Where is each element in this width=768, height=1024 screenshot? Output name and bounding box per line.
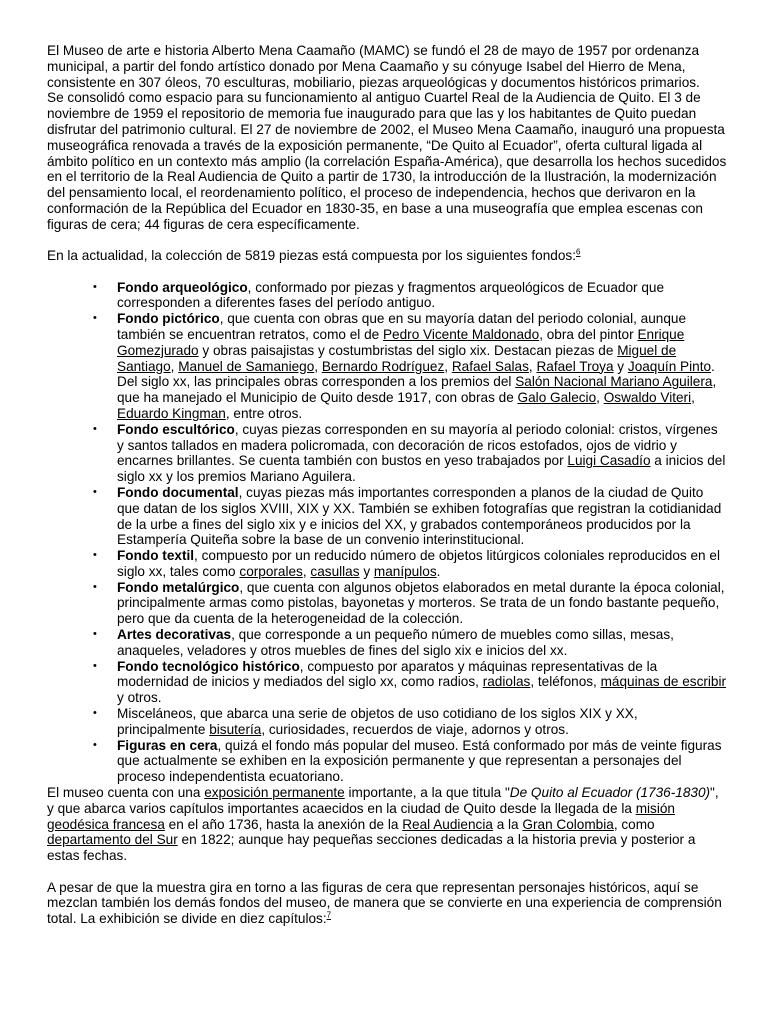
link-oswaldo-viteri[interactable]: Oswaldo Viteri bbox=[603, 390, 692, 406]
bullet-icon: • bbox=[93, 659, 97, 672]
link-salon-nacional-mariano-aguilera[interactable]: Salón Nacional Mariano Aguilera bbox=[515, 374, 713, 390]
fondo-title: Fondo documental bbox=[117, 484, 239, 500]
fondo-text: y obras paisajistas y costumbristas del siglo xix. Destacan piezas de bbox=[198, 342, 618, 358]
fondo-text: , bbox=[596, 390, 604, 406]
list-item-fondo-arqueologico bbox=[47, 280, 727, 312]
link-miguel-de-santiago[interactable]: Miguel de Santiago bbox=[117, 342, 677, 374]
fondo-text: y bbox=[613, 358, 628, 374]
paragraph-text: , como bbox=[613, 816, 655, 832]
fondo-text: , conformado por piezas y fragmentos arqueológicos de Ecuador que corresponden a diferentes fases del período antiguo. bbox=[117, 279, 665, 311]
paragraph-text: en 1822; aunque hay pequeñas secciones dedicadas a la historia previa y posterior a estas fechas. bbox=[47, 832, 696, 864]
list-item-fondo-tecnologico bbox=[47, 659, 727, 706]
fondo-title: Fondo tecnológico histórico bbox=[117, 658, 300, 674]
link-corporales[interactable]: corporales bbox=[239, 563, 303, 579]
fondo-text: , quizá el fondo más popular del museo. Está conformado por más de veinte figuras que actualmente se exhiben en la exposición permanente y que representan a personajes del proceso independentista ecuatoriano. bbox=[117, 737, 722, 785]
bullet-icon: • bbox=[93, 549, 97, 562]
link-joaquin-pinto[interactable]: Joaquín Pinto bbox=[627, 358, 712, 374]
link-mision-geodesica-francesa[interactable]: misión geodésica francesa bbox=[47, 800, 675, 832]
fondo-title: Fondo arqueológico bbox=[117, 279, 248, 295]
fondo-text: , bbox=[170, 358, 179, 374]
fondo-text: , obra del pintor bbox=[539, 326, 638, 342]
fondo-text: , entre otros. bbox=[225, 405, 303, 421]
link-casullas[interactable]: casullas bbox=[310, 563, 360, 579]
bullet-icon: • bbox=[93, 628, 97, 641]
exhibition-title: De Quito al Ecuador (1736-1830) bbox=[509, 785, 711, 801]
link-bernardo-rodriguez[interactable]: Bernardo Rodríguez bbox=[321, 358, 445, 374]
link-gran-colombia[interactable]: Gran Colombia bbox=[522, 816, 614, 832]
list-item-figuras-en-cera bbox=[47, 738, 727, 785]
fondo-text: , teléfonos, bbox=[530, 674, 601, 690]
fondo-text: y otros. bbox=[117, 690, 162, 706]
fondo-title: Fondo pictórico bbox=[117, 311, 220, 327]
fondo-text: , bbox=[444, 358, 452, 374]
fondo-text: , bbox=[691, 390, 695, 406]
fondo-text: , bbox=[528, 358, 537, 374]
intro-paragraph-1: El Museo de arte e historia Alberto Mena Caamaño (MAMC) se fundó el 28 de mayo de 1957 por ordenanza municipal, a partir del fondo artístico donado por Mena Caamaño y su cónyuge Isabel del Hierro de Mena, consistente en 307 óleos, 70 esculturas, mobiliario, piezas arqueológicas y documentos históricos primarios. bbox=[47, 43, 700, 90]
link-enrique-gomezjurado[interactable]: Enrique Gomezjurado bbox=[117, 326, 685, 358]
fondo-text: , bbox=[302, 563, 311, 579]
bullet-icon: • bbox=[93, 738, 97, 751]
fondo-title: Figuras en cera bbox=[117, 737, 218, 753]
fondo-text: , cuyas piezas corresponden en su mayoría al periodo colonial: cristos, vírgenes y santos tallados en madera policromada, con decoración de ricos estofados, ojos de vidrio y encarnes brillantes. Se cuenta también con bustos en yeso trabajados por bbox=[117, 421, 718, 469]
paragraph-text: en el año 1736, hasta la anexión de la bbox=[164, 816, 403, 832]
fondo-text: . Del siglo xx, las principales obras corresponden a los premios del bbox=[117, 358, 715, 390]
fondo-text: , que corresponde a un pequeño número de muebles como sillas, mesas, anaqueles, veladores y otros muebles de fines del siglo xix e inicios del xx. bbox=[117, 627, 674, 658]
article-body bbox=[47, 43, 727, 927]
list-item-artes-decorativas bbox=[47, 627, 727, 659]
bullet-icon: • bbox=[93, 580, 97, 593]
exhibition-paragraph bbox=[47, 785, 727, 864]
bullet-icon: • bbox=[93, 485, 97, 498]
link-pedro-vicente-maldonado[interactable]: Pedro Vicente Maldonado bbox=[382, 326, 540, 342]
bullet-icon: • bbox=[93, 707, 97, 720]
fondo-text: Misceláneos, que abarca una serie de objetos de uso cotidiano de los siglos XIX y XX, principalmente bbox=[117, 706, 638, 737]
link-departamento-del-sur[interactable]: departamento del Sur bbox=[47, 832, 178, 848]
fondo-title: Fondo textil bbox=[117, 548, 195, 564]
footnote-ref-7[interactable]: 7 bbox=[326, 910, 332, 920]
footnote-ref-6[interactable]: 6 bbox=[575, 247, 581, 257]
fondo-text: , cuyas piezas más importantes corresponden a planos de la ciudad de Quito que datan de los siglos XVIII, XIX y XX. También se exhiben fotografías que registran la cotidianidad de la urbe a fines del siglo xix y e inicios del XX, y grabados contemporáneos producidos por la Estampería Quiteña sobre la base de un convenio interinstitucional. bbox=[117, 484, 722, 548]
fondos-list bbox=[47, 280, 727, 786]
paragraph-text: A pesar de que la muestra gira en torno a las figuras de cera que representan personajes históricos, aquí se mezclan también los demás fondos del museo, de manera que se convierte en una experiencia de comprensión total. La exhibición se divide en diez capítulos: bbox=[47, 879, 722, 927]
fondo-text: , compuesto por un reducido número de objetos litúrgicos coloniales reproducidos en el siglo xx, tales como bbox=[117, 548, 720, 579]
link-maquinas-de-escribir[interactable]: máquinas de escribir bbox=[600, 674, 727, 690]
fondo-text: , curiosidades, recuerdos de viaje, adornos y otros. bbox=[261, 721, 569, 737]
list-item-fondo-escultorico bbox=[47, 422, 727, 485]
collection-text: En la actualidad, la colección de 5819 piezas está compuesta por los siguientes fondos: bbox=[47, 248, 576, 264]
list-item-fondo-metalurgico bbox=[47, 580, 727, 627]
link-real-audiencia[interactable]: Real Audiencia bbox=[402, 816, 493, 832]
link-manuel-de-samaniego[interactable]: Manuel de Samaniego bbox=[178, 358, 315, 374]
link-radiolas[interactable]: radiolas bbox=[482, 674, 531, 690]
fondo-text: , que ha manejado el Municipio de Quito desde 1917, con obras de bbox=[117, 374, 717, 406]
link-bisuteria[interactable]: bisutería bbox=[209, 721, 262, 737]
paragraph-text: importante, a la que titula " bbox=[344, 785, 510, 801]
link-rafael-salas[interactable]: Rafael Salas bbox=[451, 358, 529, 374]
list-item-fondo-textil bbox=[47, 548, 727, 580]
link-exposicion-permanente[interactable]: exposición permanente bbox=[204, 785, 345, 801]
list-item-fondo-documental bbox=[47, 485, 727, 548]
chapters-paragraph bbox=[47, 880, 727, 927]
collection-paragraph bbox=[47, 248, 727, 264]
fondo-text: y bbox=[359, 563, 374, 579]
link-galo-galecio[interactable]: Galo Galecio bbox=[517, 390, 597, 406]
fondo-text: , bbox=[314, 358, 322, 374]
list-item-miscelaneos bbox=[47, 706, 727, 738]
paragraph-text: a la bbox=[492, 816, 523, 832]
fondo-text: . bbox=[436, 563, 441, 579]
bullet-icon: • bbox=[93, 312, 97, 325]
fondo-title: Fondo escultórico bbox=[117, 421, 235, 437]
link-luigi-casadio[interactable]: Luigi Casadío bbox=[567, 453, 651, 469]
paragraph-text: El museo cuenta con una bbox=[47, 785, 205, 801]
fondo-text: , que cuenta con obras que en su mayoría datan del periodo colonial, aunque también se encuentran retratos, como el de bbox=[117, 311, 686, 342]
list-item-fondo-pictorico bbox=[47, 311, 727, 422]
link-rafael-troya[interactable]: Rafael Troya bbox=[536, 358, 614, 374]
intro-paragraph-2: Se consolidó como espacio para su funcionamiento al antiguo Cuartel Real de la Audiencia de Quito. El 3 de noviembre de 1959 el repositorio de memoria fue inaugurado para que las y los habitantes de Quito puedan disfrutar del patrimonio cultural. El 27 de noviembre de 2002, el Museo Mena Caamaño, inauguró una propuesta museográfica renovada a través de la exposición permanente, “De Quito al Ecuador”, oferta cultural ligada al ámbito político en un contexto más amplio (la correlación España-América), que desarrolla los hechos sucedidos en el territorio de la Real Audiencia de Quito a partir de 1730, la introducción de la Ilustración, la modernización del pensamiento local, el reordenamiento político, el proceso de independencia, hechos que derivaron en la conformación de la República del Ecuador en 1830-35, en base a una museografía que emplea escenas con figuras de cera; 44 figuras de cera específicamente. bbox=[47, 90, 727, 232]
link-manipulos[interactable]: manípulos bbox=[373, 563, 437, 579]
fondo-text: , compuesto por aparatos y máquinas representativas de la modernidad de inicios y mediados del siglo xx, como radios, bbox=[117, 658, 658, 690]
paragraph-text: ", y que abarca varios capítulos importantes acaecidos en la ciudad de Quito desde la llegada de la bbox=[47, 785, 719, 816]
link-eduardo-kingman[interactable]: Eduardo Kingman bbox=[117, 405, 226, 421]
fondo-text: , que cuenta con algunos objetos elaborados en metal durante la época colonial, principalmente armas como pistolas, bayonetas y morteros. Se trata de un fondo bastante pequeño, pero que da cuenta de la heterogeneidad de la colección. bbox=[117, 579, 725, 627]
fondo-title: Artes decorativas bbox=[117, 627, 232, 643]
fondo-title: Fondo metalúrgico bbox=[117, 579, 240, 595]
bullet-icon: • bbox=[93, 280, 97, 293]
fondo-text: a inicios del siglo xx y los premios Mariano Aguilera. bbox=[117, 453, 726, 485]
bullet-icon: • bbox=[93, 422, 97, 435]
